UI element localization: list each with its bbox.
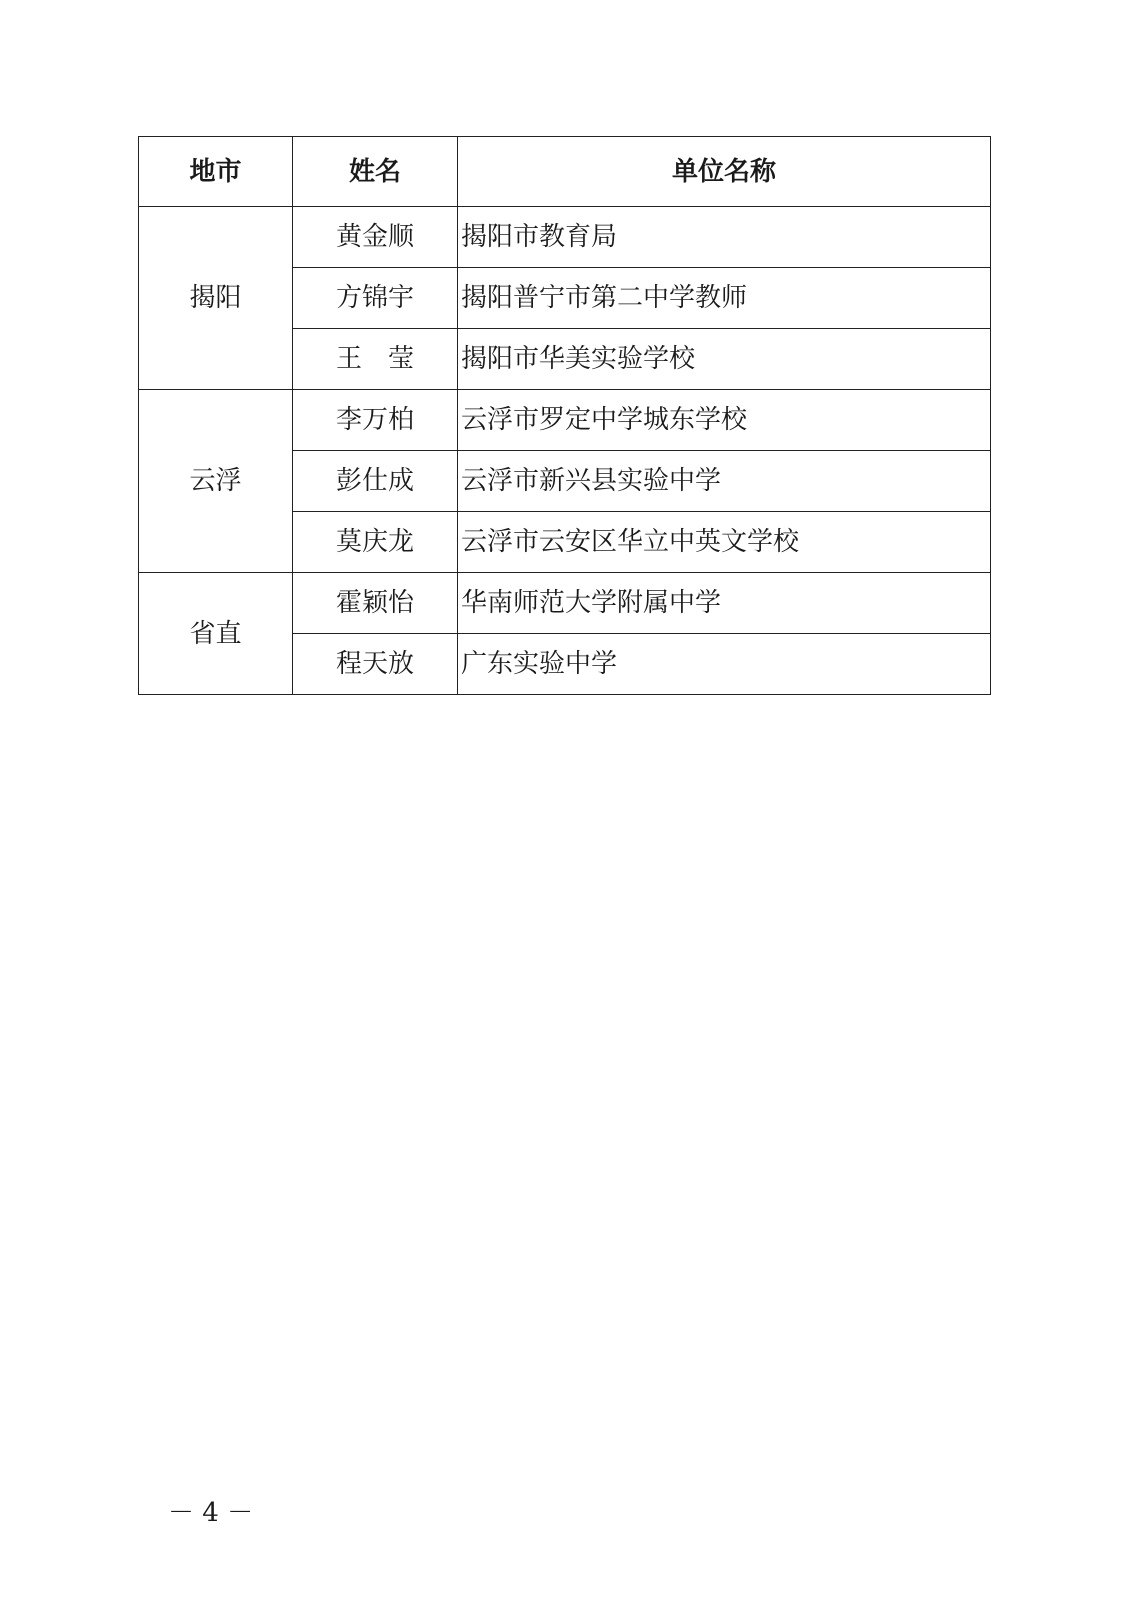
table-header-row: [139, 137, 991, 207]
name-cell: 王 莹: [293, 329, 458, 390]
unit-cell: 华南师范大学附属中学: [458, 573, 991, 634]
table-row: [139, 390, 991, 451]
name-cell: 李万柏: [293, 390, 458, 451]
unit-cell: 云浮市新兴县实验中学: [458, 451, 991, 512]
table-row: [139, 207, 991, 268]
name-cell: 彭仕成: [293, 451, 458, 512]
unit-cell: 揭阳普宁市第二中学教师: [458, 268, 991, 329]
header-name: 姓名: [293, 137, 458, 207]
name-cell: 黄金顺: [293, 207, 458, 268]
name-cell: 莫庆龙: [293, 512, 458, 573]
city-cell: 云浮: [139, 390, 293, 573]
name-cell: 方锦宇: [293, 268, 458, 329]
name-cell: 霍颖怡: [293, 573, 458, 634]
page-number: － 4 －: [168, 1498, 254, 1528]
personnel-table: [138, 136, 991, 695]
city-cell: 揭阳: [139, 207, 293, 390]
header-city: 地市: [139, 137, 293, 207]
unit-cell: 广东实验中学: [458, 634, 991, 695]
unit-cell: 云浮市罗定中学城东学校: [458, 390, 991, 451]
name-cell: 程天放: [293, 634, 458, 695]
header-unit: 单位名称: [458, 137, 991, 207]
unit-cell: 云浮市云安区华立中英文学校: [458, 512, 991, 573]
unit-cell: 揭阳市华美实验学校: [458, 329, 991, 390]
table-row: [139, 573, 991, 634]
city-cell: 省直: [139, 573, 293, 695]
unit-cell: 揭阳市教育局: [458, 207, 991, 268]
